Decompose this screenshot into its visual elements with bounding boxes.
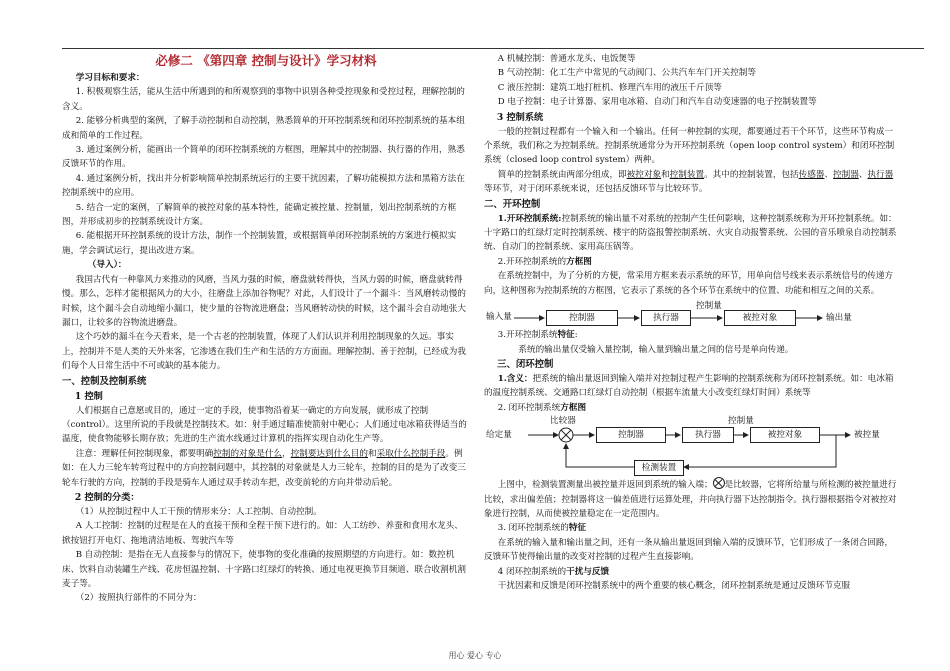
goal-item: 3. 通过案例分析，能画出一个简单的闭环控制系统的方框图，理解其中的控制器、执行器的作用，熟悉反馈环节的作用。 <box>62 145 465 170</box>
heading-text: 3. 闭环控制系统的 <box>497 523 569 534</box>
closed-object-box: 被控对象 <box>750 427 820 443</box>
header-rule <box>62 48 924 49</box>
control-var-label: 控制量 <box>696 301 722 312</box>
closed-def-text: 把系统的输出量返回到输入端并对控制过程产生影响的控制系统称为闭环控制系统。如：电冰箱的温度控制系统、交通路口红绿灯自动控制（根据车流量大小改变红绿灯时间）系统等 <box>484 373 894 399</box>
note-underline: 控制的对象是什么 <box>213 448 283 459</box>
intro-heading: （导入）： <box>87 260 127 271</box>
detector-box: 检测装置 <box>634 460 684 476</box>
closed-feature-heading <box>484 521 898 535</box>
heading-bold: 特征 <box>557 330 575 341</box>
object-box: 被控对象 <box>724 310 796 326</box>
closed-paragraph <box>484 477 898 521</box>
goals-heading: 学习目标和要求： <box>75 73 145 83</box>
open-def-label: 1.开环控制系统: <box>497 213 562 224</box>
sys-underline: 传感器 <box>798 169 825 180</box>
closed-feature-paragraph: 在系统的输入量和输出量之间，还有一条从输出量返回到输入端的反馈环节，它们形成了一条闭合回路，反馈环节使得输出量的改变对控制的过程产生直接影响。 <box>484 537 894 563</box>
sys-text: 。其中的控制装置，包括 <box>704 169 799 180</box>
note-text: 和 <box>368 448 377 459</box>
sys-text: 、 <box>858 169 868 180</box>
open-diagram-paragraph: 在系统控制中，为了分析的方便，常采用方框来表示系统的环节，用单向信号线来表示系统信号的传递方向，这种图称为控制系统的方框图，它表示了系统的各个环节在系统中的位置、功能和相互之间的关系。 <box>484 271 894 296</box>
subsection-heading: 2 控制的分类： <box>74 491 140 503</box>
system-paragraph: 一般的控制过程都有一个输入和一个输出。任何一种控制的实现，都要通过若干个环节，这些环节构成一个系统，我们称之为控制系统。控制系统通常分为开环控制系统（open loop control system）和闭环控制系统（closed loop control system）两种。 <box>484 126 895 166</box>
closed-interference-heading <box>484 565 898 579</box>
closed-text: 上图中，检测装置测量出被控量并返回到系统的输入端； <box>497 480 713 491</box>
sys-underline: 控制装置 <box>669 169 705 180</box>
heading-bold: 特征 <box>568 523 587 534</box>
note-text: ， <box>282 448 291 459</box>
type-item: C 液压控制：建筑工地打桩机、修理汽车用的液压千斤顶等 <box>497 82 722 93</box>
controlled-var-label: 被控量 <box>854 430 880 441</box>
closed-controller-box: 控制器 <box>596 427 666 443</box>
subsection-heading: 3 控制系统 <box>496 111 544 123</box>
left-column <box>62 52 470 606</box>
setpoint-label: 给定量 <box>486 430 512 441</box>
closed-control-var-label: 控制量 <box>728 416 754 427</box>
heading-bold: 干扰与反馈 <box>566 566 610 577</box>
section-heading: 三、闭环控制 <box>497 358 554 370</box>
heading-text: : <box>574 330 578 341</box>
intro-paragraph: 这个巧妙的漏斗在今天看来，是一个古老的控制装置，体现了人们认识并利用控制现象的久远。事实上，控制并不是人类的天外来客，它渗透在我们生产和生活的方方面面。理解控制、善于控制，已经成为我们每个人日常生活中不可或缺的基本能力。 <box>62 332 466 372</box>
classification-item: （1）从控制过程中人工干预的情形来分：人工控制、自动控制。 <box>75 506 322 517</box>
open-definition <box>484 212 898 255</box>
closed-definition <box>484 372 898 401</box>
sys-text: 、 <box>824 169 834 180</box>
heading-text: 2.开环控制系统的 <box>497 256 567 267</box>
sys-underline: 控制器 <box>833 169 859 180</box>
classification-item: A 人工控制：控制的过程是在人的直接干预和全程干预下进行的。如：人工纺纱、养蚕和食用水龙头、掀按钮打开电灯、拖地清洁地板、驾驶汽车等 <box>62 521 463 546</box>
sys-text: 和 <box>661 169 670 180</box>
goal-item: 5. 结合一定的案例，了解简单的被控对象的基本特性，能确定被控量、控制量，划出控制系统的方框图，并形成初步的控制系统设计方案。 <box>62 202 457 228</box>
comparator-symbol <box>559 428 573 442</box>
heading-text: 3.开环控制系统 <box>497 330 558 341</box>
closed-loop-arrows <box>484 415 898 477</box>
open-loop-diagram <box>484 298 898 328</box>
note-underline: 控制要达到什么目的 <box>290 448 368 459</box>
actuator-box: 执行器 <box>641 310 691 326</box>
classification-item: B 自动控制：是指在无人直接参与的情况下，使事物的变化准确的按照期望的方向进行。如：数控机床、饮料自动装罐生产线、花房恒温控制、十字路口红绿灯的转换、通过电视更换节目频道、联合收割机割麦子等。 <box>62 550 466 589</box>
type-item: B 气动控制：化工生产中常见的气动阀门、公共汽车车门开关控制等 <box>497 68 757 79</box>
section-heading: 一、控制及控制系统 <box>62 375 147 387</box>
right-column <box>484 52 898 593</box>
note-underline: 采取什么控制手段 <box>376 448 446 459</box>
open-diagram-heading <box>484 255 898 269</box>
intro-paragraph: 我国古代有一种靠风力来推动的风磨，当风力强的时候，磨盘就转得快，当风力弱的时候，磨盘就转得慢。那么，怎样才能根据风力的大小，往磨盘上添加谷物呢？对此，人们设计了一个漏斗：当风磨转动慢的时候，这个漏斗会自动地缩小漏口，使少量的谷物流进磨盘；当风磨转动快的时候，这个漏斗会自动地张大漏口，让较多的谷物流进磨盘。 <box>62 274 466 328</box>
closed-actuator-box: 执行器 <box>682 427 734 443</box>
goal-item: 4. 通过案例分析，找出并分析影响简单控制系统运行的主要干扰因素，了解功能模拟方法和黑箱方法在控制系统中的应用。 <box>62 173 465 199</box>
note-paragraph <box>62 447 470 490</box>
sys-underline: 被控对象 <box>626 169 662 180</box>
sys-text: 等环节，对于闭环系统来说，还包括反馈环节与比较环节。 <box>484 184 708 195</box>
open-feature-text: 系统的输出量仅受输入量控制，输入量到输出量之间的信号是单向传递。 <box>518 344 794 355</box>
open-feature-heading <box>484 328 898 342</box>
closed-loop-diagram <box>484 415 898 477</box>
closed-interference-paragraph: 干扰因素和反馈是闭环控制系统中的两个重要的核心概念，闭环控制系统是通过反馈环节克服 <box>497 580 851 591</box>
page-title: 必修二 《第四章 控制与设计》学习材料 <box>155 53 377 68</box>
classification-item: （2）按照执行部件的不同分为： <box>75 593 202 604</box>
closed-text: 是比较器，它将所给量与所检测的被控量进行比较，求出偏差值；控制器将这一偏差值进行运算处理，并向执行器下达控制指令。执行器根据指令对被控对象进行控制，从而使被控量稳定在一定范围内。 <box>484 480 897 519</box>
comparator-icon <box>713 477 725 489</box>
open-def-text: 控制系统的输出量不对系统的控制产生任何影响，这种控制系统称为开环控制系统。如：十字路口的红绿灯定时控制系统、楼宇的防盗报警控制系统、火灾自动报警系统、公园的音乐喷泉自动控制系统、自动门的控制系统、家用高压锅等。 <box>484 213 897 253</box>
heading-text: 2. 闭环控制系统 <box>497 402 561 413</box>
note-text: 。例如：在人力三轮车转弯过程中的方向控制问题中，其控制的对象就是人力三轮车，控制的目的是为了改变三轮车行驶的方向，控制的手段是骑车人通过双手转动车把，改变前轮的方向并带动后轮。 <box>62 448 466 488</box>
heading-bold: 方框图 <box>560 402 587 413</box>
section-heading: 二、开环控制 <box>484 198 541 210</box>
goal-item: 2. 能够分析典型的案例，了解手动控制和自动控制，熟悉简单的开环控制系统和闭环控制系统的基本组成和简单的工作过程。 <box>62 116 465 141</box>
goal-item: 1. 积极观察生活，能从生活中所遇到的和所观察到的事物中识别各种受控现象和受控过程，理解控制的含义。 <box>62 87 465 112</box>
closed-diagram-heading <box>484 401 898 415</box>
heading-text: 4 闭环控制系统的 <box>497 566 567 577</box>
type-item: D 电子控制：电子计算器、家用电冰箱、自动门和汽车自动变速器的电子控制装置等 <box>497 97 817 108</box>
type-item: A 机械控制：普通水龙头、电饭煲等 <box>497 54 636 64</box>
comparator-label: 比较器 <box>550 416 576 427</box>
heading-bold: 方框图 <box>566 256 592 267</box>
goal-item: 6. 能根据开环控制系统的设计方法，制作一个控制装置，或根据简单闭环控制系统的方案进行模拟实施，学会调试运行，提出改进方案。 <box>62 231 457 256</box>
system-paragraph <box>484 168 898 197</box>
control-paragraph: 人们根据自己意愿或目的，通过一定的手段，使事物沿着某一确定的方向发展，就形成了控制（control）。这里所说的手段就是控制技术。如：射手通过瞄准使箭射中靶心；人们通过电冰箱获得适当的温度，使食物能够长期存放；先进的生产流水线通过计算机的指挥实现自动化生产等。 <box>62 405 467 445</box>
subsection-heading: 1 控制 <box>74 390 103 402</box>
note-text: 注意：理解任何控制现象，都要明确 <box>75 448 214 459</box>
sys-text: 简单的控制系统由两部分组成，即 <box>497 169 627 180</box>
closed-def-label: 1.含义： <box>497 373 533 384</box>
page-footer: 用心 爱心 专心 <box>448 651 502 660</box>
sys-underline: 执行器 <box>867 169 894 180</box>
controller-box: 控制器 <box>546 310 618 326</box>
output-label: 输出量 <box>826 313 852 324</box>
input-label: 输入量 <box>486 312 512 323</box>
